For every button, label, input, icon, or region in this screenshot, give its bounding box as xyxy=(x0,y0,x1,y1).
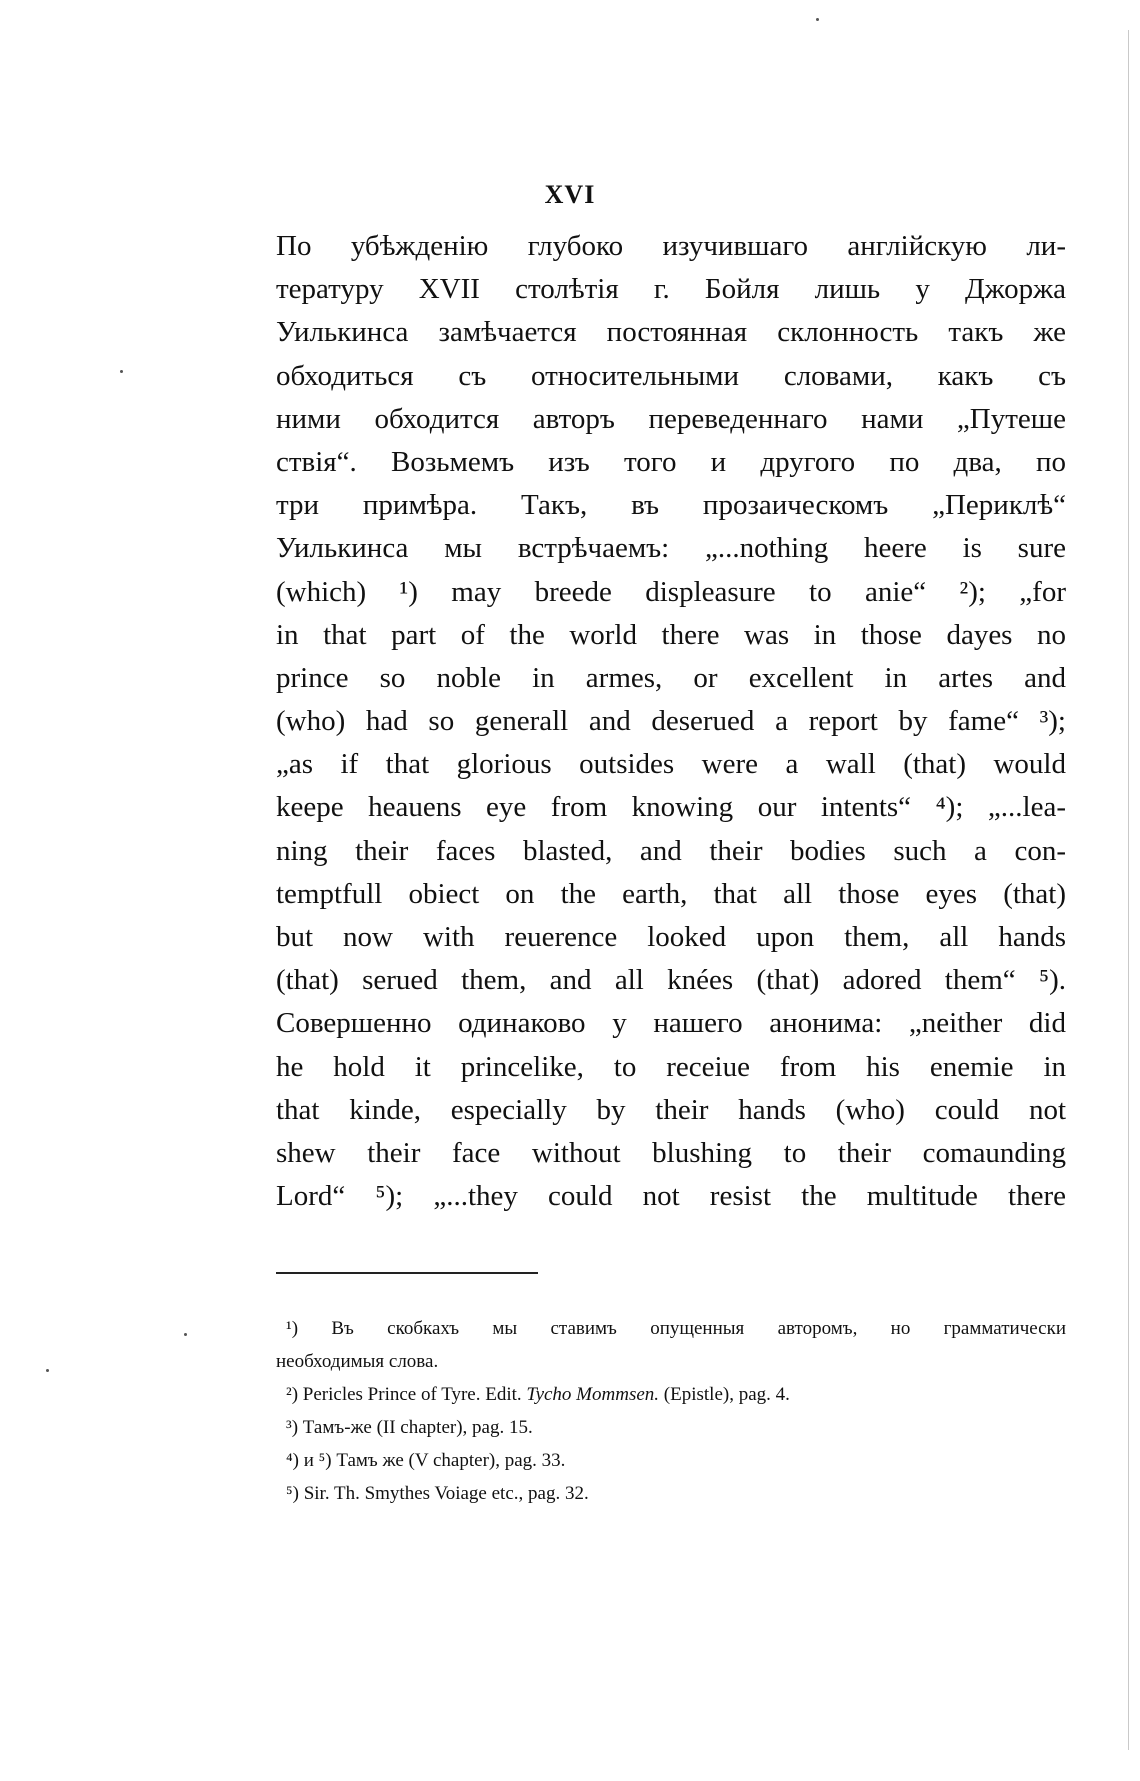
body-line: keepe heauens eye from knowing our intents“ ⁴); „...lea- xyxy=(276,791,1066,824)
footnote-2-editor: Tycho Mommsen. xyxy=(526,1384,660,1405)
scan-speck xyxy=(46,1369,49,1372)
body-line: обходиться съ относительными словами, какъ съ xyxy=(276,359,1066,392)
body-line: but now with reuerence looked upon them, all hands xyxy=(276,921,1066,953)
body-line: Уилькинса мы встрѣчаемъ: „...nothing heere is sure xyxy=(276,532,1066,565)
body-line: ствія“. Возьмемъ изъ того и другого по два, по xyxy=(276,445,1066,478)
body-line: (that) serued them, and all knées (that) adored them“ ⁵). xyxy=(276,964,1066,997)
page-number: XVI xyxy=(544,180,596,209)
body-line: тературу XVII столѣтія г. Бойля лишь у Джоржа xyxy=(276,273,1066,306)
body-text xyxy=(276,225,1066,1218)
scan-speck xyxy=(816,18,819,21)
body-line: Lord“ ⁵); „...they could not resist the multitude there xyxy=(276,1180,1066,1213)
body-line: три примѣра. Такъ, въ прозаическомъ „Периклѣ“ xyxy=(276,489,1066,522)
body-line: Уилькинса замѣчается постоянная склонность такъ же xyxy=(276,316,1066,349)
body-line: ning their faces blasted, and their bodies such a con- xyxy=(276,834,1066,867)
footnote-5: ⁵) Sir. Th. Smythes Voiage etc., pag. 32. xyxy=(286,1483,589,1504)
footnote-4: ⁴) и ⁵) Тамъ же (V chapter), pag. 33. xyxy=(286,1450,566,1471)
footnotes xyxy=(276,1312,1066,1510)
body-line: that kinde, especially by their hands (who) could not xyxy=(276,1093,1066,1126)
footnote-1-line-2: необходимыя слова. xyxy=(276,1351,439,1372)
footnote-3: ³) Тамъ-же (II chapter), pag. 15. xyxy=(286,1417,533,1438)
body-line: shew their face without blushing to their comaunding xyxy=(276,1136,1066,1169)
body-line: По убѣжденію глубоко изучившаго англійскую ли- xyxy=(276,230,1066,262)
scan-speck xyxy=(184,1333,187,1336)
body-line: Совершенно одинаково у нашего анонима: „neither did xyxy=(276,1007,1066,1040)
body-line: he hold it princelike, to receiue from his enemie in xyxy=(276,1050,1066,1083)
footnote-2 xyxy=(276,1378,1066,1411)
body-line: temptfull obiect on the earth, that all those eyes (that) xyxy=(276,877,1066,910)
body-line: in that part of the world there was in those dayes no xyxy=(276,618,1066,651)
page-edge-line xyxy=(1128,30,1129,1750)
footnote-2-text: ²) Pericles Prince of Tyre. Edit. xyxy=(286,1384,527,1405)
body-line: ними обходится авторъ переведеннаго нами „Путеше xyxy=(276,402,1066,435)
footnote-divider xyxy=(276,1272,538,1274)
body-line: (who) had so generall and deserued a report by fame“ ³); xyxy=(276,705,1066,738)
body-line: prince so noble in armes, or excellent in artes and xyxy=(276,661,1066,694)
footnote-1-line-1: ¹) Въ скобкахъ мы ставимъ опущенныя авторомъ, но грамматически xyxy=(286,1318,1066,1339)
footnote-2-tail: (Epistle), pag. 4. xyxy=(659,1384,790,1405)
body-line: (which) ¹) may breede displeasure to anie“ ²); „for xyxy=(276,575,1066,608)
body-line: „as if that glorious outsides were a wall (that) would xyxy=(276,748,1066,781)
scan-speck xyxy=(120,370,123,373)
